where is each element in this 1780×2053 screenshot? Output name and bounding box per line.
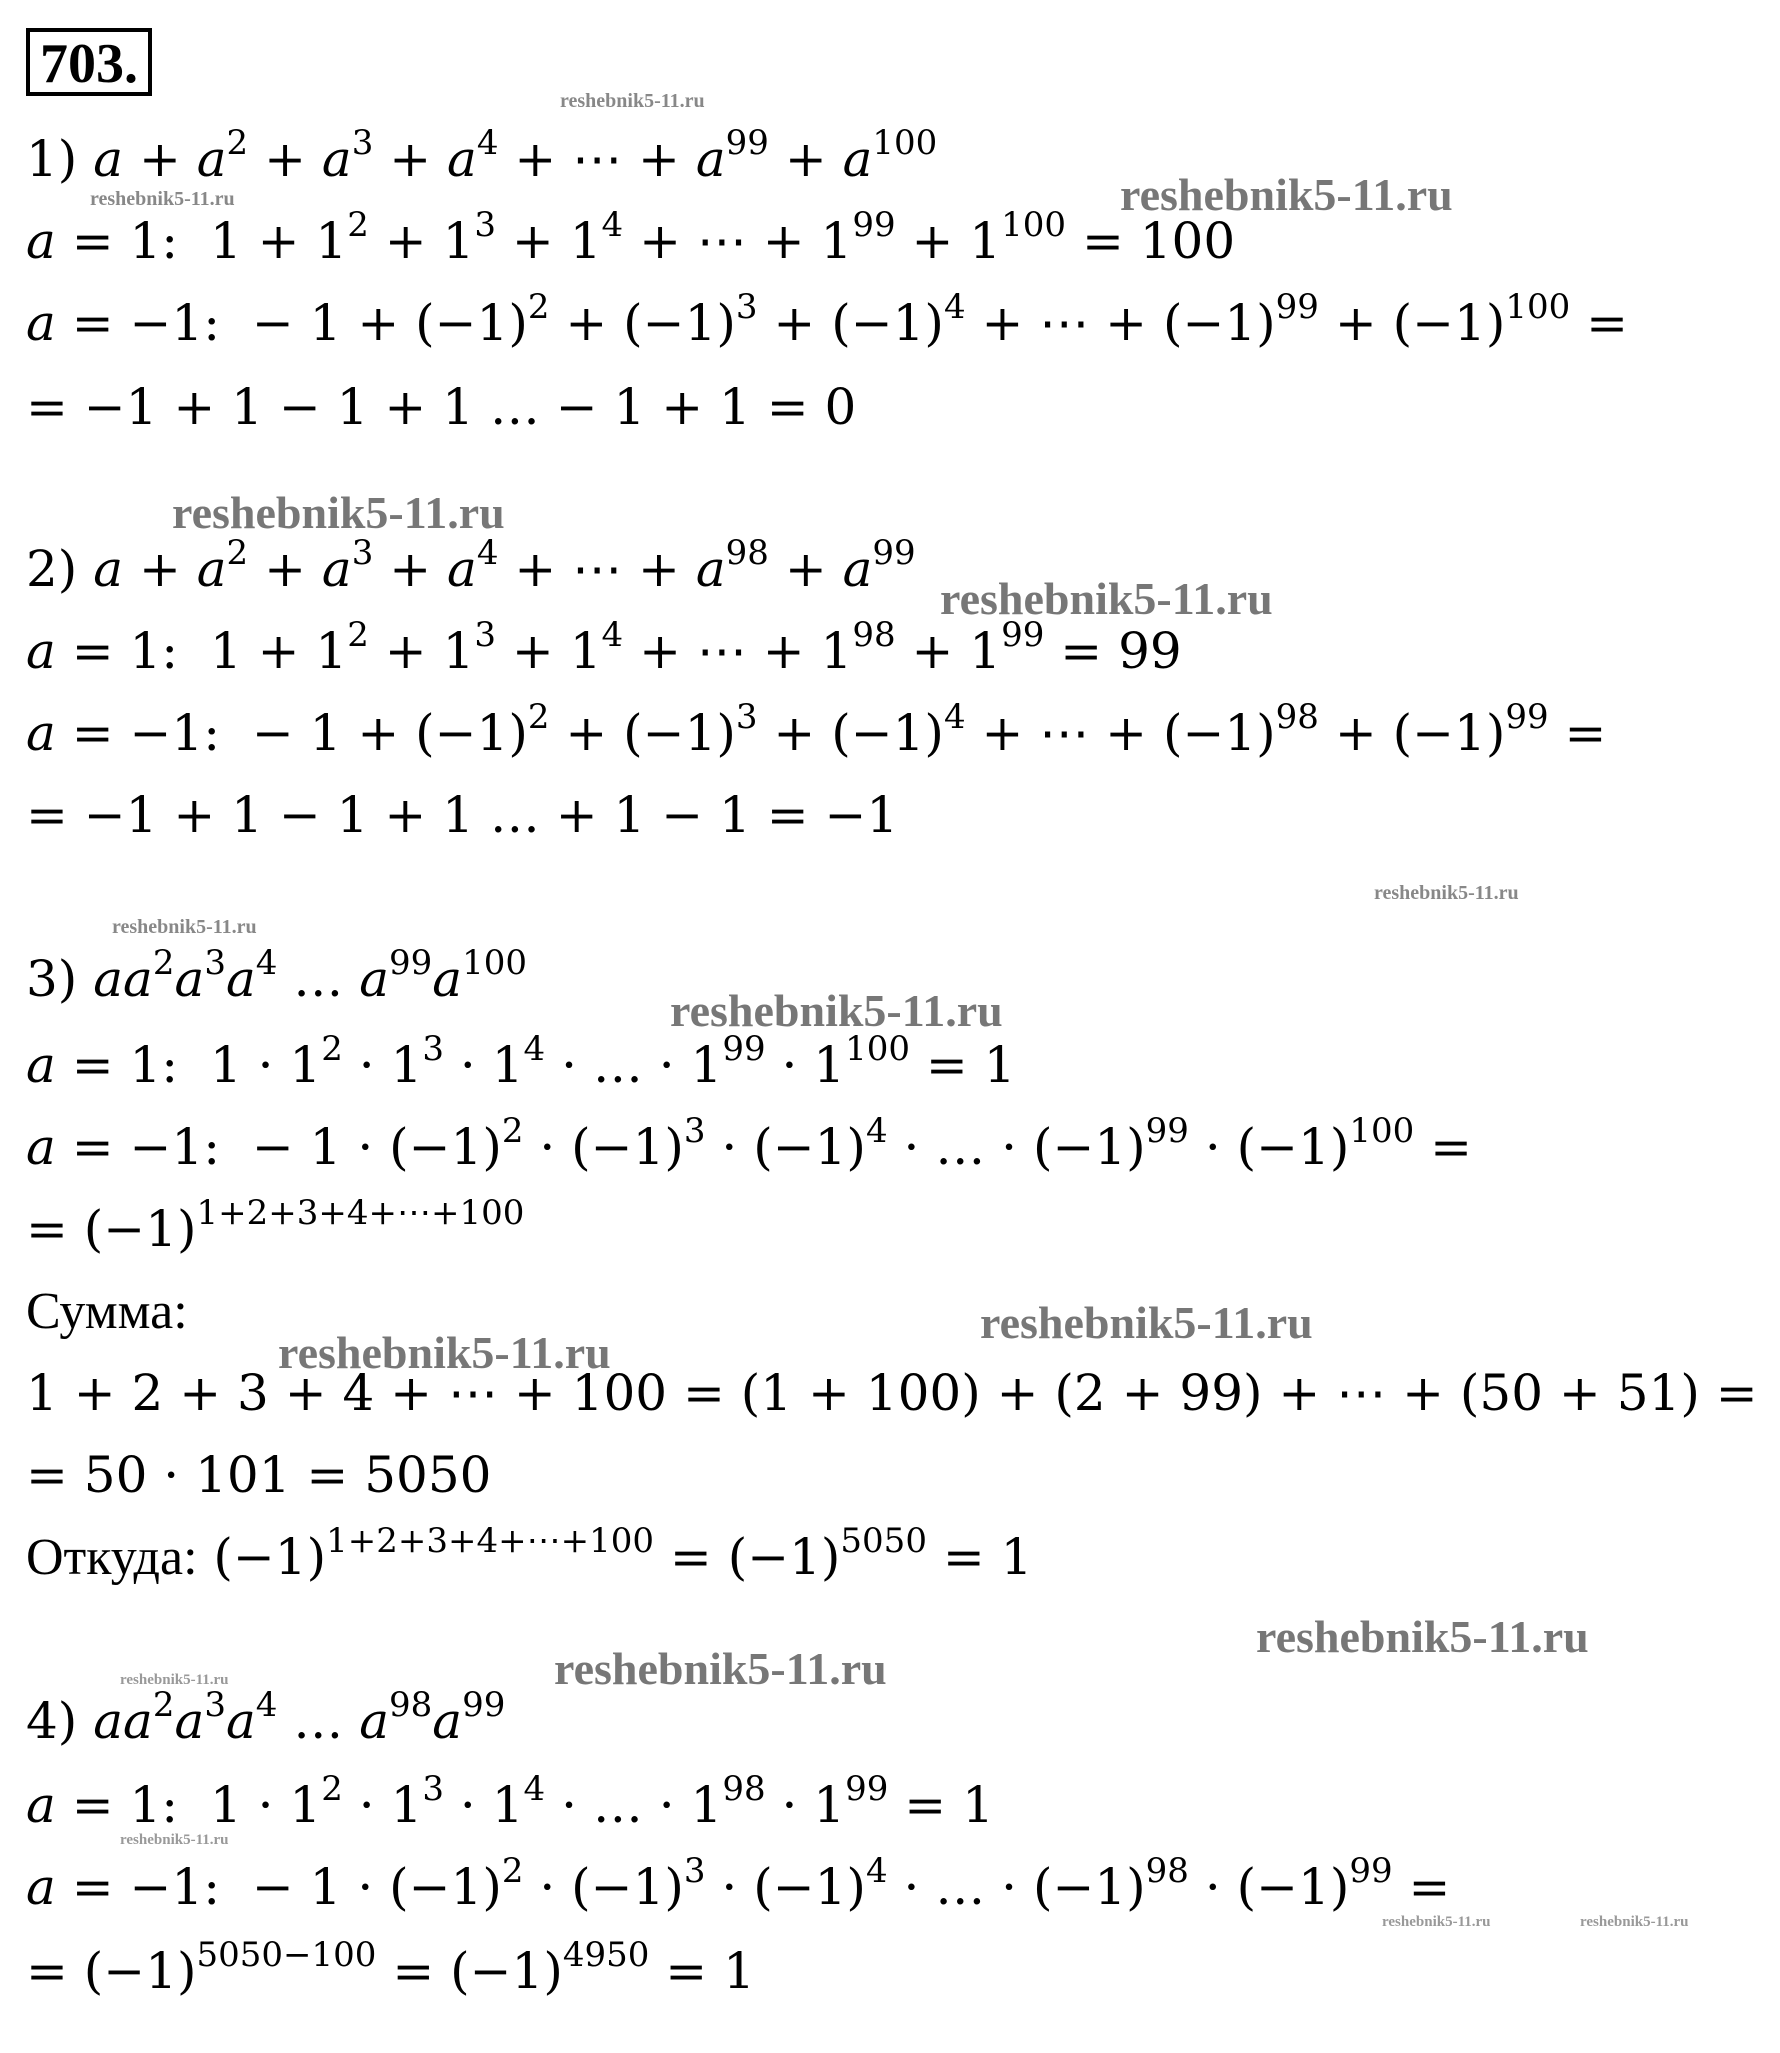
sum-result: = 50 · 101 = 5050 xyxy=(26,1446,492,1504)
part1-case-a-neg1: a = −1: − $1 + (-1)^2 + (-1)^3 + (-1)^4$ + ⋯ + $(-1)^{99} + (-1)^{100}$ = xyxy=(26,287,1629,352)
watermark: reshebnik5-11.ru xyxy=(1382,1914,1491,1930)
watermark: reshebnik5-11.ru xyxy=(120,1672,229,1688)
watermark: reshebnik5-11.ru xyxy=(980,1297,1313,1348)
part4-expression: 4) $aa^2a^3a^4$ … $a^{98}a^{99}$ xyxy=(26,1685,506,1750)
watermark: reshebnik5-11.ru xyxy=(1374,882,1519,904)
whence-line: Откуда: $(-1)^{1+2+3+4+\cdots+100} = (-1)^{5050} = 1$ xyxy=(26,1521,1033,1586)
part1-result: = −1 + 1 − 1 + 1 … − 1 + 1 = 0 xyxy=(26,378,857,436)
watermark: reshebnik5-11.ru xyxy=(90,188,235,210)
watermark: reshebnik5-11.ru xyxy=(940,573,1273,624)
part2-result: = −1 + 1 − 1 + 1 … + 1 − 1 = −1 xyxy=(26,786,899,844)
sum-label: Сумма: xyxy=(26,1283,188,1340)
part3-expression: 3) $aa^2a^3a^4$ … $a^{99}a^{100}$ xyxy=(26,943,527,1008)
problem-number: 703. xyxy=(26,28,152,96)
part4-case-a-neg1: a = −1: − $1 \cdot (-1)^2 \cdot (-1)^3 \cdot (-1)^4$ · … · $(-1)^{98} \cdot (-1)^{99}$ = xyxy=(26,1851,1451,1916)
sum-line: 1 + 2 + 3 + 4 + ⋯ + 100 = (1 + 100) + (2 + 99) + ⋯ + (50 + 51) = xyxy=(26,1364,1758,1422)
part2-case-a1: a = 1: $1 + 1^2 + 1^3 + 1^4$ + ⋯ + $1^{98} + 1^{99} = 99$ xyxy=(26,615,1182,680)
part4-result: = $(-1)^{5050-100} = (-1)^{4950} = 1$ xyxy=(26,1935,755,2000)
watermark: reshebnik5-11.ru xyxy=(1580,1914,1689,1930)
watermark: reshebnik5-11.ru xyxy=(112,916,257,938)
watermark: reshebnik5-11.ru xyxy=(172,487,505,538)
part2-expression: 2) $a + a^2 + a^3 + a^4$ + ⋯ + $a^{98} + a^{99}$ xyxy=(26,533,916,598)
watermark: reshebnik5-11.ru xyxy=(278,1327,611,1378)
part2-case-a-neg1: a = −1: − $1 + (-1)^2 + (-1)^3 + (-1)^4$ + ⋯ + $(-1)^{98} + (-1)^{99}$ = xyxy=(26,697,1607,762)
watermark: reshebnik5-11.ru xyxy=(560,90,705,112)
watermark: reshebnik5-11.ru xyxy=(670,985,1003,1036)
watermark: reshebnik5-11.ru xyxy=(1120,169,1453,220)
part3-power: = $(-1)^{1+2+3+4+\cdots+100}$ xyxy=(26,1193,525,1258)
part3-case-a-neg1: a = −1: − $1 \cdot (-1)^2 \cdot (-1)^3 \cdot (-1)^4$ · … · $(-1)^{99} \cdot (-1)^{100}$ = xyxy=(26,1111,1473,1176)
part3-case-a1: a = 1: $1 \cdot 1^2 \cdot 1^3 \cdot 1^4$ · … · $1^{99} \cdot 1^{100} = 1$ xyxy=(26,1029,1016,1094)
part1-case-a1: a = 1: $1 + 1^2 + 1^3 + 1^4$ + ⋯ + $1^{99} + 1^{100} = 100$ xyxy=(26,205,1236,270)
watermark: reshebnik5-11.ru xyxy=(1256,1611,1589,1662)
watermark: reshebnik5-11.ru xyxy=(554,1643,887,1694)
part1-expression: 1) $a + a^2 + a^3 + a^4$ + ⋯ + $a^{99} + a^{100}$ xyxy=(26,123,938,188)
part4-case-a1: a = 1: $1 \cdot 1^2 \cdot 1^3 \cdot 1^4$ · … · $1^{98} \cdot 1^{99} = 1$ xyxy=(26,1769,994,1834)
watermark: reshebnik5-11.ru xyxy=(120,1832,229,1848)
